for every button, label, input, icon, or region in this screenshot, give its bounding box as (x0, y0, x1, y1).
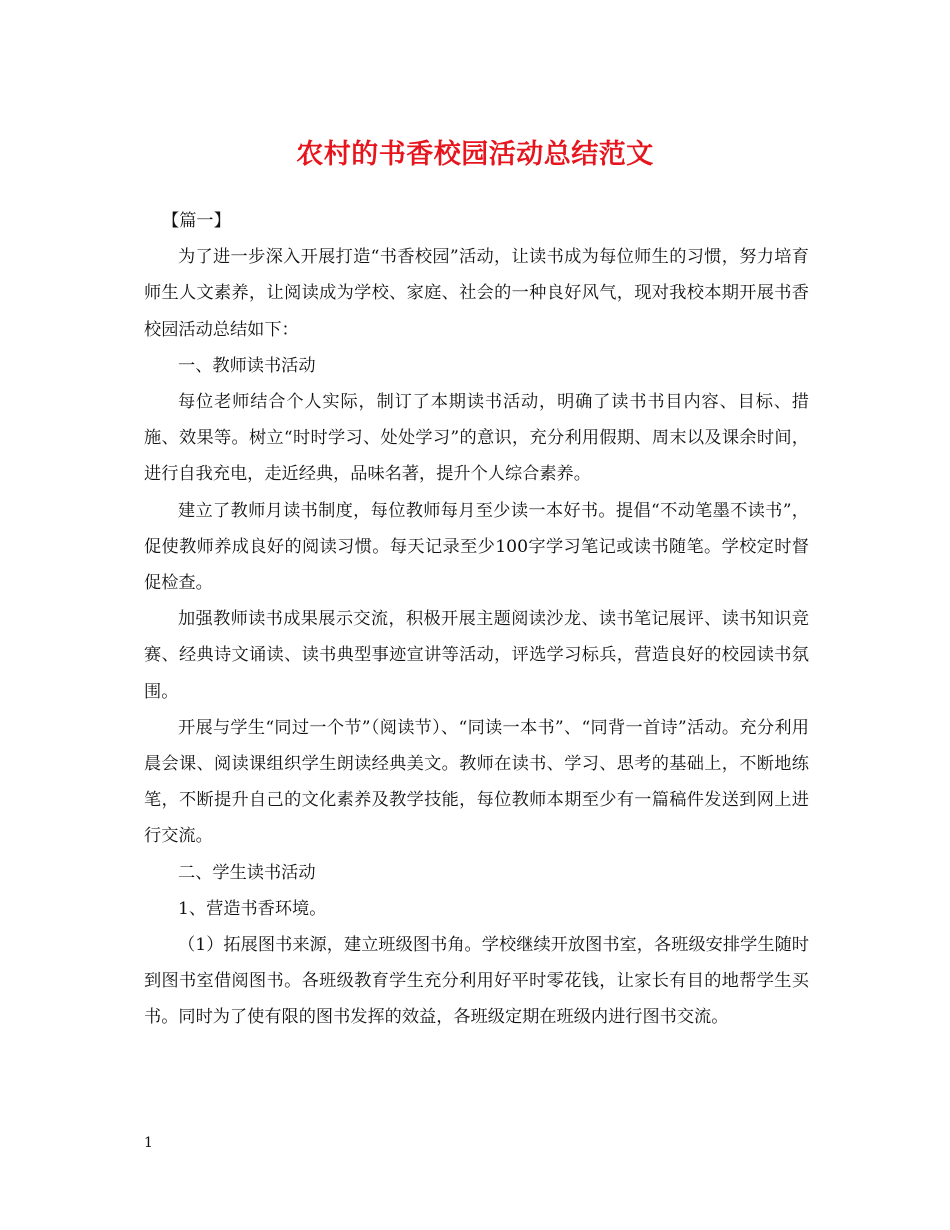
subsection-heading: 1、营造书香环境。 (178, 898, 327, 919)
document-body (144, 203, 809, 1036)
page-number: 1 (144, 1135, 153, 1151)
document-title: 农村的书香校园活动总结范文 (296, 139, 654, 170)
paragraph: 开展与学生“同过一个节”（阅读节）、“同读一本书”、“同背一首诗”活动。充分利用晨会课、阅读课组织学生朗读经典美文。教师在读书、学习、思考的基础上，不断地练笔，不断提升自己的文化素养及教学技能，每位教师本期至少有一篇稿件发送到网上进行交流。 (144, 717, 809, 847)
paragraph: （1）拓展图书来源，建立班级图书角。学校继续开放图书室，各班级安排学生随时到图书室借阅图书。各班级教育学生充分利用好平时零花钱，让家长有目的地帮学生买书。同时为了使有限的图书发挥的效益，各班级定期在班级内进行图书交流。 (144, 935, 809, 1028)
section-heading: 一、教师读书活动 (178, 355, 316, 376)
paragraph: 建立了教师月读书制度，每位教师每月至少读一本好书。提倡“不动笔墨不读书”，促使教师养成良好的阅读习惯。每天记录至少100字学习笔记或读书随笔。学校定时督促检查。 (144, 500, 809, 594)
section-label: 【篇一】 (162, 211, 231, 231)
paragraph: 为了进一步深入开展打造“书香校园”活动，让读书成为每位师生的习惯，努力培育师生人文素养，让阅读成为学校、家庭、社会的一种良好风气，现对我校本期开展书香校园活动总结如下： (144, 247, 809, 340)
paragraph: 加强教师读书成果展示交流，积极开展主题阅读沙龙、读书笔记展评、读书知识竞赛、经典诗文诵读、读书典型事迹宣讲等活动，评选学习标兵，营造良好的校园读书氛围。 (144, 609, 809, 702)
section-heading: 二、学生读书活动 (178, 862, 316, 883)
paragraph: 每位老师结合个人实际，制订了本期读书活动，明确了读书书目内容、目标、措施、效果等。树立“时时学习、处处学习”的意识，充分利用假期、周末以及课余时间，进行自我充电，走近经典，品味名著，提升个人综合素养。 (144, 392, 809, 485)
